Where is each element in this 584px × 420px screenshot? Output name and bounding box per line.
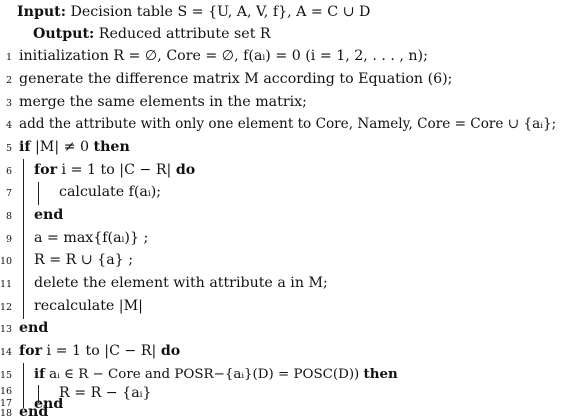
line-text: R = R ∪ {a} ; <box>34 252 133 268</box>
algo-line-15 <box>0 363 584 386</box>
input-line <box>17 1 370 24</box>
algo-line-9 <box>0 227 584 250</box>
keyword-end: end <box>19 320 49 336</box>
algo-line-14 <box>0 340 584 363</box>
line-number: 14 <box>0 347 13 358</box>
keyword-then: then <box>363 366 398 382</box>
line-number: 2 <box>5 75 12 86</box>
line-text: add the attribute with only one element to Core, Namely, Core = Core ∪ {aᵢ}; <box>19 116 557 132</box>
keyword-do: do <box>160 343 181 359</box>
line-number: 8 <box>5 211 12 222</box>
line-number: 5 <box>5 143 12 154</box>
keyword-end: end <box>34 398 64 410</box>
for-block-bar <box>38 182 39 205</box>
line-text: calculate f(aᵢ); <box>59 184 162 200</box>
algo-line-18 <box>0 405 584 420</box>
line-text: generate the difference matrix M according to Equation (6); <box>19 71 453 87</box>
line-number: 7 <box>5 188 12 199</box>
line-text: R = R − {aᵢ} <box>59 385 152 401</box>
input-label: Input: <box>17 4 66 20</box>
algo-line-2 <box>0 68 584 91</box>
if-block-bar <box>23 159 24 319</box>
keyword-do: do <box>175 162 196 178</box>
algo-line-7 <box>0 181 584 204</box>
for-block-bar-2 <box>23 363 24 408</box>
line-number: 15 <box>0 370 13 381</box>
line-number: 9 <box>5 234 12 245</box>
if-block-bar-2 <box>38 385 39 403</box>
line-number: 4 <box>5 120 12 131</box>
algo-line-3 <box>0 91 584 114</box>
algo-line-13 <box>0 317 584 340</box>
keyword-for: for <box>19 343 43 359</box>
line-text: aᵢ ∈ R − Core and POSR−{aᵢ}(D) = POSC(D)) <box>44 367 364 382</box>
line-number: 13 <box>0 324 13 335</box>
line-text: delete the element with attribute a in M; <box>34 275 328 291</box>
keyword-end: end <box>19 405 49 420</box>
algo-line-11 <box>0 272 584 295</box>
input-text: Decision table S = {U, A, V, f}, A = C ∪ D <box>70 4 371 20</box>
line-number: 12 <box>0 302 13 313</box>
line-text: a = max{f(aᵢ)} ; <box>34 230 149 246</box>
output-text: Reduced attribute set R <box>98 26 271 42</box>
algo-line-5 <box>0 136 584 159</box>
line-text: |M| ≠ 0 <box>30 139 94 155</box>
keyword-end: end <box>34 207 64 223</box>
line-text: recalculate |M| <box>34 298 143 314</box>
algo-line-10 <box>0 249 584 272</box>
line-number: 18 <box>0 408 13 419</box>
keyword-if: if <box>19 139 31 155</box>
algo-line-12 <box>0 295 584 318</box>
keyword-then: then <box>93 139 130 155</box>
algo-line-6 <box>0 159 584 182</box>
line-number: 11 <box>0 279 13 290</box>
algo-line-1 <box>0 45 584 68</box>
keyword-for: for <box>34 162 58 178</box>
algo-line-8 <box>0 204 584 227</box>
keyword-if: if <box>34 366 45 382</box>
line-number: 10 <box>0 256 13 267</box>
algo-line-4 <box>0 113 584 136</box>
line-number: 6 <box>5 166 12 177</box>
line-number: 1 <box>5 52 12 63</box>
line-text: initialization R = ∅, Core = ∅, f(aᵢ) = 0 (i = 1, 2, . . . , n); <box>19 48 428 64</box>
output-line <box>33 23 271 46</box>
line-text: i = 1 to |C − R| <box>42 343 161 359</box>
line-text: merge the same elements in the matrix; <box>19 94 307 110</box>
line-text: i = 1 to |C − R| <box>57 162 176 178</box>
line-number: 3 <box>5 98 12 109</box>
line-number: 17 <box>0 398 13 409</box>
line-number: 16 <box>0 386 13 397</box>
output-label: Output: <box>33 26 95 42</box>
